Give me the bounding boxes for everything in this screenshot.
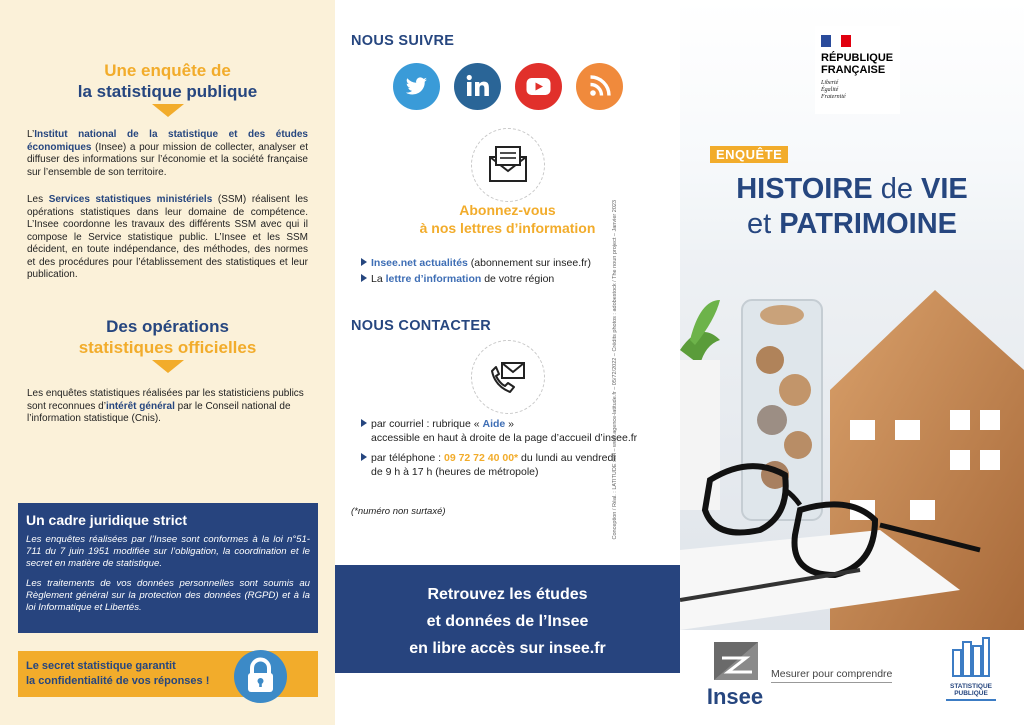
statistique-publique-logo: STATISTIQUE PUBLIQUE bbox=[946, 636, 996, 704]
arrow-bullet-icon bbox=[361, 453, 367, 461]
contact-phone-hours: de 9 h à 17 h (heures de métropole) bbox=[371, 466, 539, 478]
ssm-paragraph: Les Services statistiques ministériels (SSM) réalisent les opérations statistiques dans leur domaine de compétence. L’Insee coordonne les travaux des différents SSM avec qui il compose le Service statistique public. L’Insee et les SSM décident, en toute indépendance, des méthodes, des normes et des procédures pour l’établissement des statistiques et leur publication. bbox=[27, 194, 309, 280]
insee-logo bbox=[702, 642, 768, 709]
newsletter-item-insee-net: Insee.net actualités (abonnement sur insee.fr) bbox=[361, 256, 591, 270]
insee-slogan: Mesurer pour comprendre bbox=[771, 668, 892, 683]
phone-mail-icon bbox=[472, 341, 544, 413]
general-interest-paragraph: Les enquêtes statistiques réalisées par les statisticiens publics sont reconnues d’intérêt général par le Conseil national de l’information statistique (Cnis). bbox=[27, 388, 304, 424]
french-flag-icon bbox=[821, 35, 851, 47]
newsletter-item-regional: La lettre d’information de votre région bbox=[361, 272, 554, 286]
youtube-icon[interactable] bbox=[515, 63, 562, 110]
section-heading-official-operations: Des opérations statistiques officielles bbox=[0, 316, 335, 373]
arrow-bullet-icon bbox=[361, 274, 367, 282]
linkedin-icon[interactable] bbox=[454, 63, 501, 110]
arrow-bullet-icon bbox=[361, 258, 367, 266]
section-heading-public-statistics: Une enquête de la statistique publique bbox=[0, 60, 335, 117]
republique-francaise-logo: RÉPUBLIQUE FRANÇAISE Liberté Égalité Fraternité bbox=[815, 26, 900, 114]
legal-paragraph-2: Les traitements de vos données personnelles sont soumis au Règlement général sur la protection des données (RGPD) et à la loi Informatique et Libertés. bbox=[26, 578, 310, 613]
insee-wordmark: Insee bbox=[706, 684, 764, 709]
arrow-bullet-icon bbox=[361, 419, 367, 427]
triangle-marker-icon bbox=[152, 360, 184, 373]
survey-tag: ENQUÊTE bbox=[710, 146, 788, 163]
document-title: HISTOIRE de VIE et PATRIMOINE bbox=[736, 173, 968, 240]
legal-paragraph-1: Les enquêtes réalisées par l’Insee sont conformes à la loi n°51-711 du 7 juin 1951 modifiée sur l’obligation, la coordination et le secret en matière de statistique. bbox=[26, 534, 310, 569]
padlock-icon bbox=[234, 650, 287, 703]
follow-us-title: NOUS SUIVRE bbox=[351, 33, 455, 49]
right-panel bbox=[680, 0, 1024, 725]
contact-title: NOUS CONTACTER bbox=[351, 318, 492, 334]
contact-icon-frame bbox=[471, 340, 545, 414]
legal-title: Un cadre juridique strict bbox=[26, 512, 188, 528]
insee-promo-box[interactable]: Retrouvez les études et données de l’Insee en libre accès sur insee.fr bbox=[335, 565, 680, 673]
legal-framework-box bbox=[18, 503, 318, 633]
rss-icon[interactable] bbox=[576, 63, 623, 110]
footnote: (*numéro non surtaxé) bbox=[351, 506, 446, 517]
cover-photo-house-coins-glasses bbox=[680, 250, 1024, 630]
contact-email-detail: accessible en haut à droite de la page d’accueil d’insee.fr bbox=[371, 432, 638, 444]
left-panel bbox=[0, 0, 335, 725]
newsletter-heading: Abonnez-vous à nos lettres d’information bbox=[419, 202, 596, 236]
triangle-marker-icon bbox=[152, 104, 184, 117]
twitter-icon[interactable] bbox=[393, 63, 440, 110]
middle-panel bbox=[335, 0, 680, 725]
insee-paragraph: L’Institut national de la statistique et des études économiques (Insee) a pour mission de collecter, analyser et diffuser des informations sur l’économie et la société française sur l’ensemble de son territoire. bbox=[27, 129, 308, 178]
contact-phone-item: par téléphone : 09 72 72 40 00* du lundi au vendredi bbox=[361, 451, 616, 465]
newsletter-icon-frame bbox=[471, 128, 545, 202]
photo-credit: Conception / Réal. : LATITUDE sàrl – www.agence-latitude.fr – 05/72/2022 – Crédits photos : adobestock / The noun project – Janvier 2023 bbox=[612, 200, 618, 540]
statistical-secret-banner: Le secret statistique garantit la confidentialité de vos réponses ! bbox=[18, 651, 318, 697]
contact-email-item: par courriel : rubrique « Aide » bbox=[361, 417, 514, 431]
envelope-letter-icon bbox=[472, 129, 544, 201]
